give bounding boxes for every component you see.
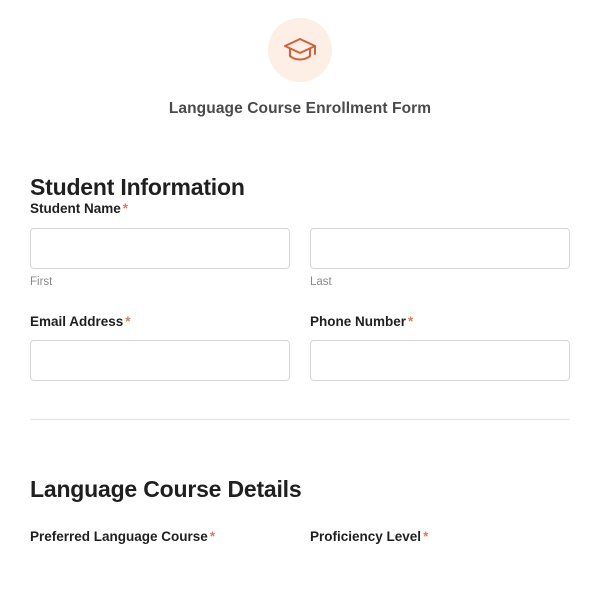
required-marker: *	[122, 201, 129, 216]
label-text-phone-number: Phone Number	[310, 314, 407, 329]
label-email-address	[30, 314, 290, 329]
field-email-address	[30, 314, 290, 381]
section-title-student-information: Student Information	[30, 174, 245, 200]
student-name-last-sublabel: Last	[310, 276, 332, 288]
required-marker: *	[423, 529, 429, 544]
section-divider	[30, 419, 570, 420]
student-name-first-input[interactable]	[30, 228, 290, 269]
student-name-last-input[interactable]	[310, 228, 570, 269]
form-header	[0, 0, 600, 118]
form-title: Language Course Enrollment Form	[168, 100, 432, 117]
label-text-proficiency-level: Proficiency Level	[310, 529, 422, 544]
email-address-input[interactable]	[30, 340, 290, 381]
required-marker: *	[209, 529, 216, 544]
field-proficiency-level	[310, 529, 570, 555]
graduation-cap-icon	[268, 18, 332, 82]
student-name-last-group	[310, 228, 570, 288]
student-name-first-group	[30, 228, 290, 288]
label-proficiency-level	[310, 529, 570, 544]
label-preferred-language-course	[30, 529, 290, 544]
required-marker: *	[125, 314, 131, 329]
phone-number-input[interactable]	[310, 340, 570, 381]
label-text-email-address: Email Address	[30, 314, 124, 329]
email-phone-row	[30, 314, 570, 381]
form-content	[0, 174, 600, 555]
field-phone-number	[310, 314, 570, 381]
label-phone-number	[310, 314, 570, 329]
section-title-language-course-details: Language Course Details	[30, 476, 302, 502]
student-name-first-sublabel: First	[30, 276, 53, 288]
label-text-preferred-language-course: Preferred Language Course	[30, 529, 208, 544]
course-details-labels-row	[30, 529, 570, 555]
field-preferred-language-course	[30, 529, 290, 555]
label-student-name	[30, 201, 570, 216]
field-student-name	[30, 201, 570, 288]
label-text-student-name: Student Name	[30, 201, 121, 216]
required-marker: *	[408, 314, 414, 329]
student-name-inputs	[30, 228, 570, 288]
